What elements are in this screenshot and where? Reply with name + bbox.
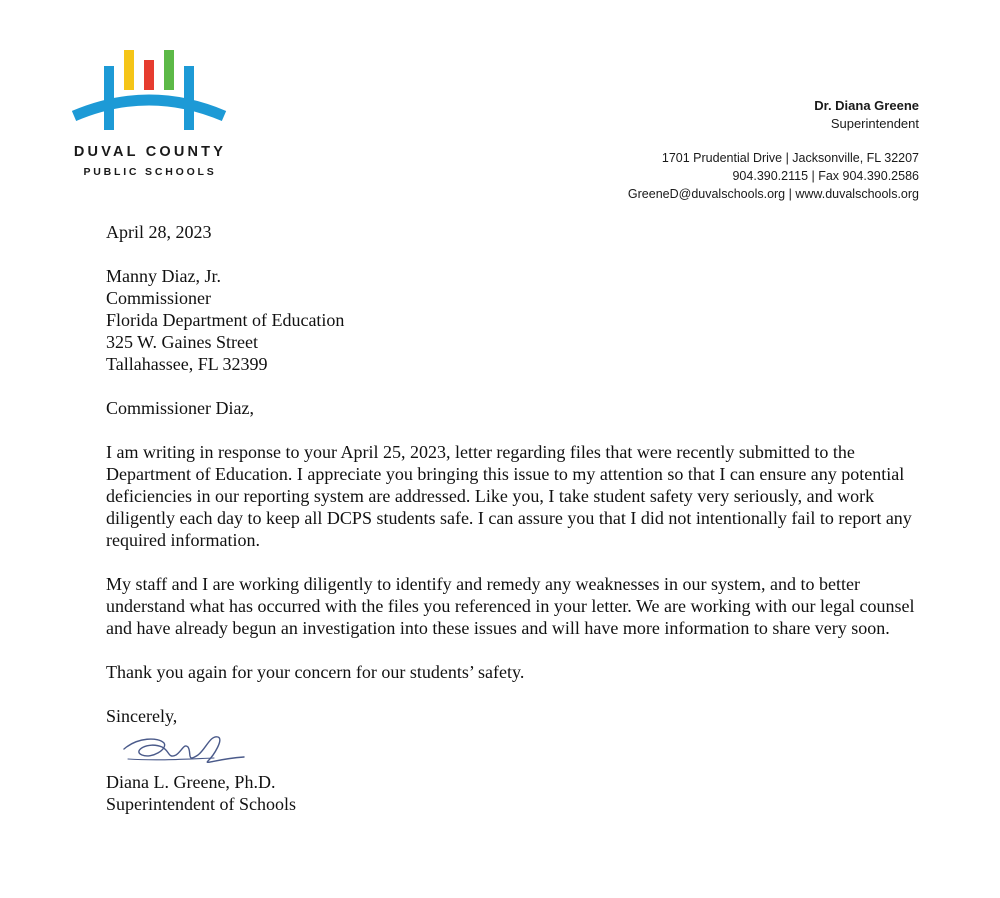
letter-body (106, 221, 926, 815)
sender-name: Dr. Diana Greene (814, 98, 919, 113)
salutation: Commissioner Diaz, (106, 398, 254, 418)
signer-name: Diana L. Greene, Ph.D. (106, 772, 276, 792)
signer-title: Superintendent of Schools (106, 794, 296, 814)
recipient-title: Commissioner (106, 288, 212, 308)
letter-date: April 28, 2023 (106, 222, 212, 242)
closing: Sincerely, (106, 706, 178, 726)
logo-org-subname: PUBLIC SCHOOLS (83, 166, 217, 178)
sender-title: Superintendent (830, 116, 919, 131)
logo-org-name: DUVAL COUNTY (73, 144, 227, 160)
recipient-block (106, 265, 926, 375)
dcps-logo (50, 44, 250, 184)
paragraph-2: My staff and I are working diligently to identify and remedy any weaknesses in our system, and to better understand what has occurred with the files you referenced in your letter. We are working with our legal counsel and have already begun an investigation into these issues and will have more information to share very soon. (106, 574, 915, 638)
handwritten-signature (118, 729, 248, 769)
sender-phone-fax: 904.390.2115 | Fax 904.390.2586 (732, 169, 919, 183)
dcps-bridge-logo-icon (72, 44, 228, 134)
sender-block (628, 97, 919, 203)
recipient-street: 325 W. Gaines Street (106, 332, 258, 352)
paragraph-3: Thank you again for your concern for our students’ safety. (106, 662, 525, 682)
sender-address: 1701 Prudential Drive | Jacksonville, FL 32207 (661, 151, 919, 165)
recipient-city: Tallahassee, FL 32399 (106, 354, 268, 374)
recipient-name: Manny Diaz, Jr. (106, 266, 221, 286)
recipient-organization: Florida Department of Education (106, 310, 345, 330)
sender-email-web: GreeneD@duvalschools.org | www.duvalschools.org (627, 187, 919, 201)
paragraph-1: I am writing in response to your April 25, 2023, letter regarding files that were recently submitted to the Department of Education. I appreciate you bringing this issue to my attention so that I can ensure any potential deficiencies in our reporting system are addressed. Like you, I take student safety very seriously, and work diligently each day to keep all DCPS students safe. I can assure you that I did not intentionally fail to report any required information. (106, 442, 912, 550)
